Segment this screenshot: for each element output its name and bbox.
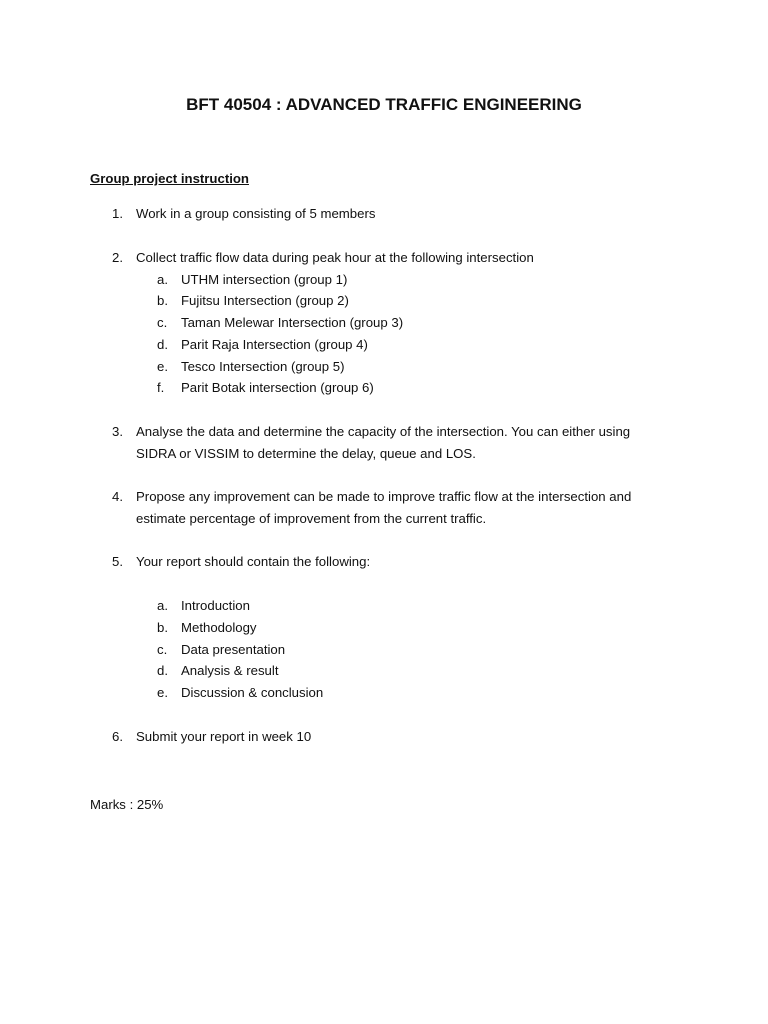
sub-list-letter: a. [157,272,168,287]
list-number: 6. [112,729,123,744]
sub-list-item [157,356,344,378]
list-item-text: Submit your report in week 10 [136,729,312,744]
sub-list-item-text: Parit Raja Intersection (group 4) [181,337,368,352]
list-number: 4. [112,489,123,504]
sub-list-letter: e. [157,359,168,374]
sub-list-item [157,269,347,291]
marks-text: Marks : 25% [90,797,164,812]
sub-list-letter: c. [157,642,168,657]
sub-list-item-text: Parit Botak intersection (group 6) [181,380,374,395]
sub-list-letter: d. [157,337,168,352]
sub-list-item [157,660,278,682]
list-item-text: Collect traffic flow data during peak hour at the following intersection [136,250,534,265]
sub-list-item-text: Methodology [181,620,257,635]
sub-list-letter: d. [157,663,168,678]
document-title: BFT 40504 : ADVANCED TRAFFIC ENGINEERING [186,95,582,114]
list-item-text: Analyse the data and determine the capacity of the intersection. You can either using SIDRA or VISSIM to determine the delay, queue and LOS. [136,424,631,461]
sub-list-item [157,595,250,617]
list-item [112,726,672,748]
sub-list-item [157,334,368,356]
sub-list-item [157,290,349,312]
list-item [112,551,672,573]
sub-list-item-text: Discussion & conclusion [181,685,324,700]
list-item [112,486,672,529]
list-item [112,247,672,269]
sub-list-letter: e. [157,685,168,700]
sub-list-item [157,377,374,399]
list-item-text: Work in a group consisting of 5 members [136,206,376,221]
sub-list-letter: b. [157,620,168,635]
sub-list-item-text: Taman Melewar Intersection (group 3) [181,315,404,330]
sub-list-item-text: Introduction [181,598,250,613]
sub-list-item [157,617,257,639]
list-item [112,203,672,225]
sub-list-item-text: Fujitsu Intersection (group 2) [181,293,349,308]
sub-list-letter: a. [157,598,168,613]
sub-list-item-text: UTHM intersection (group 1) [181,272,348,287]
list-number: 5. [112,554,123,569]
list-item-text: Your report should contain the following: [136,554,371,569]
sub-list-item-text: Data presentation [181,642,286,657]
sub-list-letter: f. [157,380,165,395]
list-item-text: Propose any improvement can be made to improve traffic flow at the intersection and estimate percentage of improvement from the current traffic. [136,489,632,526]
sub-list-item [157,682,323,704]
sub-list-item-text: Tesco Intersection (group 5) [181,359,345,374]
list-item [112,421,672,464]
sub-list-item [157,639,285,661]
list-number: 1. [112,206,123,221]
sub-list-item [157,312,403,334]
sub-list-item-text: Analysis & result [181,663,279,678]
list-number: 2. [112,250,123,265]
sub-list-letter: b. [157,293,168,308]
section-heading: Group project instruction [90,171,249,186]
sub-list-letter: c. [157,315,168,330]
list-number: 3. [112,424,123,439]
